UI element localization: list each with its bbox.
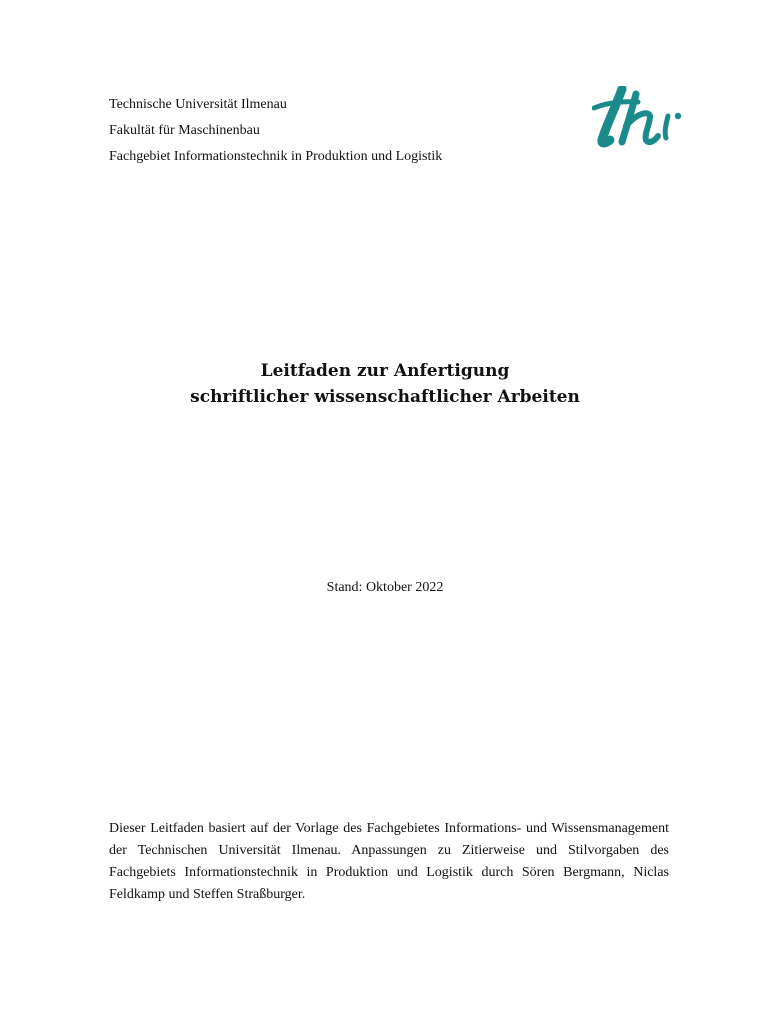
institution-header — [109, 92, 549, 170]
document-date: Stand: Oktober 2022 — [326, 580, 444, 595]
attribution-note: Dieser Leitfaden basiert auf der Vorlage des Fachgebietes Informations- und Wissensmanagement der Technischen Universität Ilmenau. Anpassungen zu Zitierweise und Stilvorgaben des Fachgebiets Informationstechnik in Produktion und Logistik durch Sören Bergmann, Niclas Feldkamp und Steffen Straßburger. — [109, 821, 669, 902]
document-title — [0, 358, 770, 410]
title-line-2: schriftlicher wissenschaftlicher Arbeiten — [190, 387, 580, 407]
title-line-1: Leitfaden zur Anfertigung — [260, 361, 510, 381]
university-name: Technische Universität Ilmenau — [109, 97, 287, 112]
faculty-name: Fakultät für Maschinenbau — [109, 123, 260, 138]
department-name: Fachgebiet Informationstechnik in Produktion und Logistik — [109, 149, 443, 164]
tu-ilmenau-logo-icon — [592, 86, 688, 152]
